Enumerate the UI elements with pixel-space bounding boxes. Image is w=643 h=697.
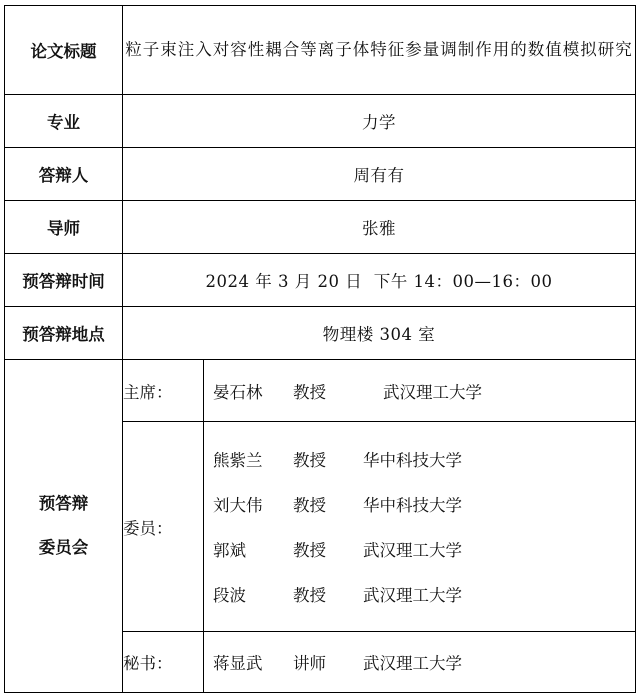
member-row [204,437,635,482]
member-title: 教授 [293,496,326,515]
label-committee [5,360,123,693]
chair-row [204,368,635,413]
chair-entry [204,360,636,422]
label-time: 预答辩时间 [5,254,123,307]
member-row [204,482,635,527]
member-row [204,572,635,617]
value-place: 物理楼 304 室 [123,307,636,360]
member-title: 教授 [293,541,326,560]
label-major: 专业 [5,95,123,148]
defense-info-table [4,5,636,693]
member-org: 武汉理工大学 [363,541,462,560]
row-time [5,254,636,307]
member-name: 郭斌 [213,541,246,560]
secretary-entry [204,632,636,693]
member-title: 教授 [293,451,326,470]
secretary-org: 武汉理工大学 [363,654,462,673]
member-title: 教授 [293,586,326,605]
role-chair: 主席： [123,360,204,422]
members-list [204,422,636,632]
label-committee-line2: 委员会 [38,538,89,557]
secretary-row [204,640,635,685]
chair-org: 武汉理工大学 [383,382,482,402]
row-title [5,6,636,95]
row-major [5,95,636,148]
label-advisor: 导师 [5,201,123,254]
chair-name: 晏石林 [213,382,263,402]
member-name: 刘大伟 [213,496,263,515]
secretary-title: 讲师 [293,654,326,673]
role-members: 委员： [123,422,204,632]
chair-title: 教授 [293,382,326,402]
value-major: 力学 [123,95,636,148]
value-time: 2024 年 3 月 20 日 下午 14：00—16：00 [123,254,636,307]
member-name: 熊紫兰 [213,451,263,470]
label-committee-line1: 预答辩 [38,494,89,513]
member-row [204,527,635,572]
member-org: 华中科技大学 [363,451,462,470]
value-title: 粒子束注入对容性耦合等离子体特征参量调制作用的数值模拟研究 [123,6,636,95]
row-place [5,307,636,360]
row-advisor [5,201,636,254]
member-name: 段波 [213,586,246,605]
value-advisor: 张雅 [123,201,636,254]
value-defender: 周有有 [123,148,636,201]
secretary-name: 蒋显武 [213,654,263,673]
role-secretary: 秘书： [123,632,204,693]
label-defender: 答辩人 [5,148,123,201]
row-chair [5,360,636,422]
row-defender [5,148,636,201]
member-org: 华中科技大学 [363,496,462,515]
label-title: 论文标题 [5,6,123,95]
member-org: 武汉理工大学 [363,586,462,605]
label-place: 预答辩地点 [5,307,123,360]
